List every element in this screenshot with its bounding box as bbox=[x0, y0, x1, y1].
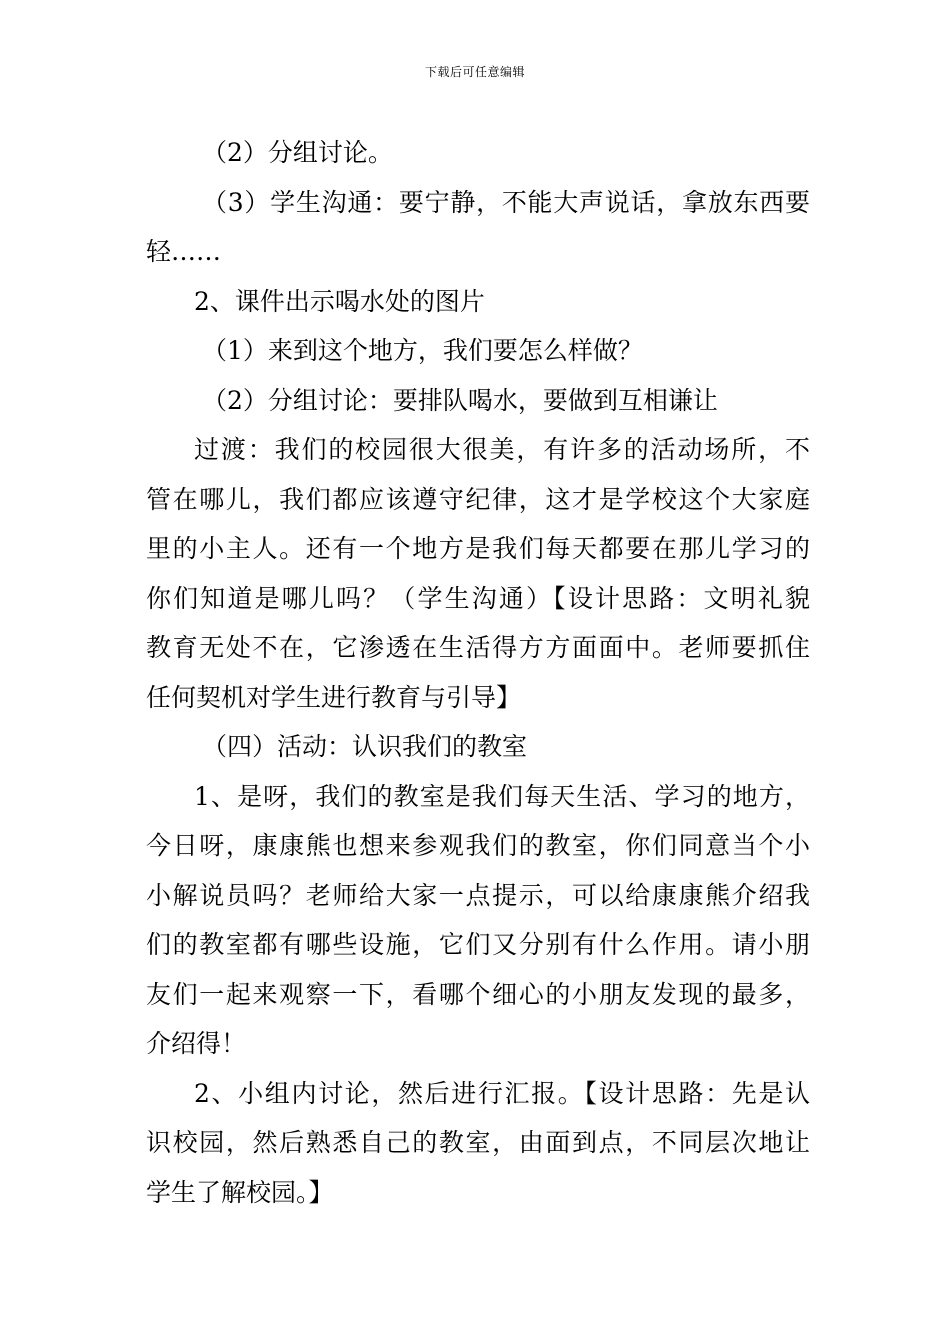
text-line: 过渡：我们的校园很大很美，有许多的活动场所，不 bbox=[194, 435, 810, 464]
text-line: 任何契机对学生进行教育与引导】 bbox=[146, 682, 522, 712]
text-line: 2、小组内讨论，然后进行汇报。【设计思路：先是认 bbox=[194, 1078, 810, 1108]
text-line: 里的小主人。还有一个地方是我们每天都要在那儿学习的 bbox=[146, 534, 810, 563]
text-line: 友们一起来观察一下，看哪个细心的小朋友发现的最多， bbox=[146, 979, 810, 1009]
document-body bbox=[146, 128, 810, 1217]
text-line: 你们知道是哪儿吗？（学生沟通）【设计思路：文明礼貌 bbox=[146, 583, 810, 613]
text-line: 1、是呀，我们的教室是我们每天生活、学习的地方， bbox=[194, 781, 810, 811]
text-line: 2、课件出示喝水处的图片 bbox=[194, 286, 485, 316]
text-line: 识校园，然后熟悉自己的教室，由面到点，不同层次地让 bbox=[146, 1128, 810, 1157]
text-line: （1）来到这个地方，我们要怎么样做？ bbox=[202, 336, 643, 365]
text-line: 管在哪儿，我们都应该遵守纪律，这才是学校这个大家庭 bbox=[146, 484, 810, 514]
text-line: 们的教室都有哪些设施，它们又分别有什么作用。请小朋 bbox=[146, 930, 810, 959]
text-line: （2）分组讨论。 bbox=[202, 138, 393, 167]
text-line: （2）分组讨论：要排队喝水，要做到互相谦让 bbox=[202, 385, 718, 415]
text-line: 小解说员吗？老师给大家一点提示，可以给康康熊介绍我 bbox=[146, 880, 810, 910]
text-line: 教育无处不在，它渗透在生活得方方面面中。老师要抓住 bbox=[146, 633, 810, 662]
text-line: 学生了解校园。】 bbox=[146, 1177, 334, 1207]
text-line: 今日呀，康康熊也想来参观我们的教室，你们同意当个小 bbox=[146, 831, 810, 860]
text-line: （3）学生沟通：要宁静，不能大声说话，拿放东西要 bbox=[202, 187, 810, 217]
text-line: 介绍得！ bbox=[146, 1029, 247, 1058]
page-header: 下载后可任意编辑 bbox=[424, 65, 525, 79]
text-line: 轻…… bbox=[146, 237, 222, 266]
text-line: （四）活动：认识我们的教室 bbox=[202, 732, 528, 761]
